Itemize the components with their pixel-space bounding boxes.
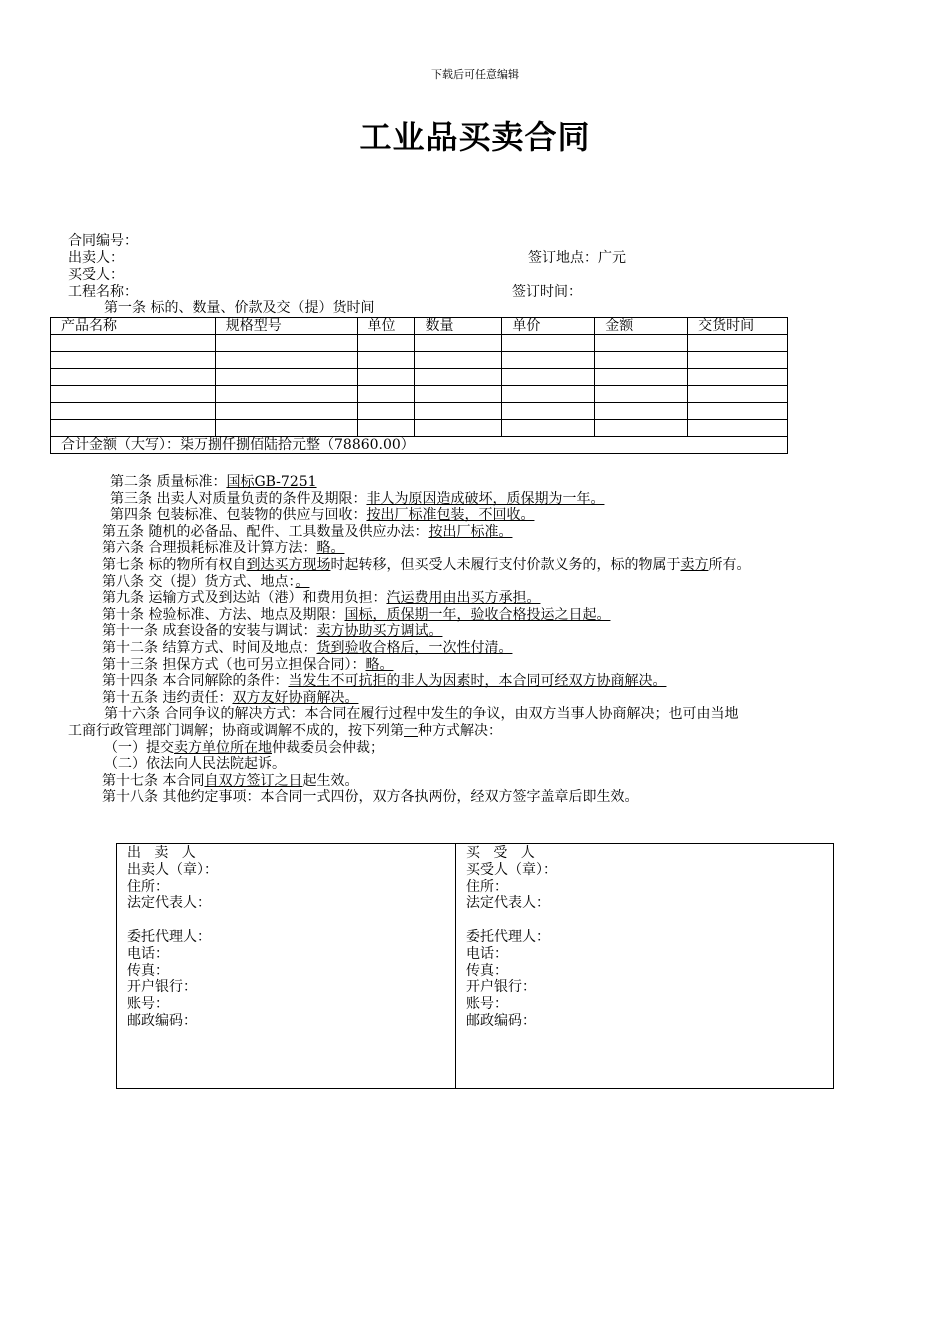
clause-filled-value: 汽运费用由出买方承担。 <box>386 590 541 607</box>
clause-text: 第四条 包装标准、包装物的供应与回收： <box>110 507 367 524</box>
clause-filled-value: 略。 <box>316 540 345 557</box>
buyer-phone-label: 电话： <box>466 945 508 962</box>
clause-text: 第十七条 本合同 <box>102 772 205 789</box>
clause-text: 第十条 检验标准、方法、地点及期限： <box>102 606 345 623</box>
table-cell <box>215 420 357 437</box>
sign-time-label: 签订时间： <box>512 284 582 300</box>
clause-filled-value: 国标GB-7251 <box>226 474 317 490</box>
clause-text: 第八条 交（提）货方式、地点： <box>102 573 296 590</box>
table-cell <box>595 352 688 369</box>
buyer-postcode-label: 邮政编码： <box>466 1012 536 1029</box>
clause-text: 第十六条 合同争议的解决方式：本合同在履行过程中发生的争议，由双方当事人协商解决；也可由当地 <box>104 706 739 723</box>
table-cell <box>688 335 788 352</box>
clause-15 <box>68 690 888 707</box>
table-cell <box>357 386 415 403</box>
table-cell <box>215 369 357 386</box>
clause-text: （二）依法向人民法院起诉。 <box>104 756 286 773</box>
header-delivery-time: 交货时间 <box>688 318 788 335</box>
buyer-label: 买受人： <box>68 267 124 283</box>
table-cell <box>357 352 415 369</box>
header-amount: 金额 <box>595 318 688 335</box>
sign-place-label: 签订地点：广元 <box>528 250 626 266</box>
table-cell <box>51 386 216 403</box>
table-cell <box>357 335 415 352</box>
clause-16-continued <box>68 723 888 740</box>
seller-signature-column <box>117 844 456 1088</box>
table-cell <box>502 386 595 403</box>
table-row <box>51 369 788 386</box>
seller-postcode-label: 邮政编码： <box>127 1012 197 1029</box>
table-cell <box>595 403 688 420</box>
buyer-stamp-label: 买受人（章）： <box>466 861 557 878</box>
table-cell <box>357 420 415 437</box>
clause-text: 第十八条 其他约定事项：本合同一式四份，双方各执两份，经双方签字盖章后即生效。 <box>102 789 639 806</box>
contract-number-label: 合同编号： <box>68 233 138 249</box>
clause-text: 第六条 合理损耗标准及计算方法： <box>102 540 317 557</box>
table-cell <box>215 386 357 403</box>
clause-16 <box>68 706 888 723</box>
clause-filled-value: 当发生不可抗拒的非人为因素时，本合同可经双方协商解决。 <box>288 673 667 690</box>
table-cell <box>595 420 688 437</box>
table-cell <box>688 369 788 386</box>
spacer <box>127 912 455 929</box>
clause-text: 种方式解决： <box>418 722 502 739</box>
table-header-row <box>51 318 788 335</box>
header-unit-price: 单价 <box>502 318 595 335</box>
clause-text: 第五条 随机的必备品、配件、工具数量及供应办法： <box>102 523 429 540</box>
seller-stamp-label: 出卖人（章）： <box>127 861 218 878</box>
clause-text: 第七条 标的物所有权自 <box>102 556 247 573</box>
table-cell <box>595 386 688 403</box>
clause-14 <box>68 673 888 690</box>
header-spec-model: 规格型号 <box>215 318 357 335</box>
table-cell <box>415 403 502 420</box>
table-cell <box>688 386 788 403</box>
clause-text: 第十三条 担保方式（也可另立担保合同）： <box>102 656 366 673</box>
clause-filled-value: 国标，质保期一年，验收合格投运之日起。 <box>344 606 611 623</box>
table-cell <box>51 420 216 437</box>
spacer <box>466 912 833 929</box>
buyer-fax-label: 传真： <box>466 962 508 979</box>
clause-filled-value: 一 <box>404 722 418 739</box>
table-cell <box>51 335 216 352</box>
clause-4 <box>68 507 888 524</box>
clause-filled-value: 按出厂标准包装，不回收。 <box>366 507 535 524</box>
buyer-heading: 买 受 人 <box>466 845 535 861</box>
clause-filled-value: 到达买方现场 <box>246 556 331 573</box>
clause-6 <box>68 540 888 557</box>
clause-16-option-2 <box>68 756 888 773</box>
seller-legal-rep-label: 法定代表人： <box>127 895 211 912</box>
total-amount: 合计金额（大写）：柒万捌仟捌佰陆拾元整（78860.00） <box>51 437 788 454</box>
buyer-legal-rep-label: 法定代表人： <box>466 895 550 912</box>
project-name-label: 工程名称： <box>68 284 138 300</box>
clause-filled-value: 按出厂标准。 <box>428 523 513 540</box>
table-cell <box>215 335 357 352</box>
clause-3 <box>68 491 888 508</box>
clause-filled-value: 双方友好协商解决。 <box>232 689 359 706</box>
table-cell <box>357 369 415 386</box>
table-cell <box>688 403 788 420</box>
table-cell <box>502 352 595 369</box>
header-quantity: 数量 <box>415 318 502 335</box>
clause-8 <box>68 574 888 591</box>
clause-text: 所有。 <box>708 556 751 573</box>
buyer-address-label: 住所： <box>466 878 508 895</box>
clause-13 <box>68 657 888 674</box>
table-cell <box>51 369 216 386</box>
clause-filled-value: 卖方协助买方调试。 <box>316 623 443 640</box>
clause-filled-value: 货到验收合格后，一次性付清。 <box>316 639 513 656</box>
clause-text: 时起转移，但买受人未履行支付价款义务的，标的物属于 <box>330 556 681 573</box>
table-row <box>51 403 788 420</box>
seller-address-label: 住所： <box>127 878 169 895</box>
clause-filled-value: 略。 <box>365 656 394 673</box>
clause-text: 工商行政管理部门调解；协商或调解不成的，按下列第 <box>68 722 404 739</box>
table-cell <box>502 335 595 352</box>
table-cell <box>502 369 595 386</box>
table-row <box>51 335 788 352</box>
seller-phone-label: 电话： <box>127 945 169 962</box>
clause-5 <box>68 524 888 541</box>
clause-text: 起生效。 <box>302 772 359 789</box>
clause-10 <box>68 607 888 624</box>
document-title: 工业品买卖合同 <box>359 118 591 156</box>
table-cell <box>215 403 357 420</box>
clause-text: 第十五条 违约责任： <box>102 689 233 706</box>
table-cell <box>502 403 595 420</box>
table-cell <box>415 420 502 437</box>
table-cell <box>595 335 688 352</box>
clause-text: （一）提交 <box>104 739 174 756</box>
header-product-name: 产品名称 <box>51 318 216 335</box>
clause-7 <box>68 557 888 574</box>
clause-text: 第三条 出卖人对质量负责的条件及期限： <box>110 490 367 507</box>
clause-17 <box>68 773 888 790</box>
clause-text: 仲裁委员会仲裁； <box>272 739 384 756</box>
buyer-bank-label: 开户银行： <box>466 979 536 996</box>
buyer-signature-column <box>456 844 833 1088</box>
clause-filled-value: 卖方 <box>680 556 709 573</box>
seller-account-label: 账号： <box>127 996 169 1013</box>
table-cell <box>357 403 415 420</box>
seller-label: 出卖人： <box>68 250 124 266</box>
table-row <box>51 386 788 403</box>
table-row <box>51 420 788 437</box>
clause-filled-value: 卖方单位所在地 <box>174 739 272 756</box>
seller-heading: 出 卖 人 <box>127 845 196 861</box>
seller-agent-label: 委托代理人： <box>127 928 211 945</box>
table-cell <box>51 352 216 369</box>
table-row <box>51 352 788 369</box>
seller-bank-label: 开户银行： <box>127 979 197 996</box>
header-note: 下载后可任意编辑 <box>431 68 519 81</box>
clause-9 <box>68 590 888 607</box>
header-unit: 单位 <box>357 318 415 335</box>
clause-16-option-1 <box>68 740 888 757</box>
clause-text: 第十四条 本合同解除的条件： <box>102 673 289 690</box>
table-cell <box>415 369 502 386</box>
clause-text: 第十一条 成套设备的安装与调试： <box>102 623 317 640</box>
seller-fax-label: 传真： <box>127 962 169 979</box>
clause-11 <box>68 623 888 640</box>
table-cell <box>215 352 357 369</box>
buyer-account-label: 账号： <box>466 996 508 1013</box>
signature-block <box>116 843 834 1089</box>
table-cell <box>415 386 502 403</box>
clause-2 <box>68 474 888 491</box>
table-cell <box>688 420 788 437</box>
clause-12 <box>68 640 888 657</box>
table-cell <box>51 403 216 420</box>
table-cell <box>595 369 688 386</box>
buyer-agent-label: 委托代理人： <box>466 928 550 945</box>
table-cell <box>688 352 788 369</box>
table-cell <box>502 420 595 437</box>
clause-filled-value: 非人为原因造成破坏，质保期为一年。 <box>366 490 605 507</box>
clause-text: 第二条 质量标准： <box>110 474 227 490</box>
article-1-heading: 第一条 标的、数量、价款及交（提）货时间 <box>104 300 375 316</box>
clause-text: 第十二条 结算方式、时间及地点： <box>102 639 317 656</box>
table-total-row <box>51 437 788 454</box>
contract-clauses <box>68 474 888 806</box>
table-cell <box>415 335 502 352</box>
clause-18 <box>68 789 888 806</box>
clause-filled-value: 。 <box>295 573 310 590</box>
table-cell <box>415 352 502 369</box>
items-table <box>50 317 788 454</box>
clause-filled-value: 自双方签订之日 <box>204 772 303 789</box>
clause-text: 第九条 运输方式及到达站（港）和费用负担： <box>102 590 387 607</box>
